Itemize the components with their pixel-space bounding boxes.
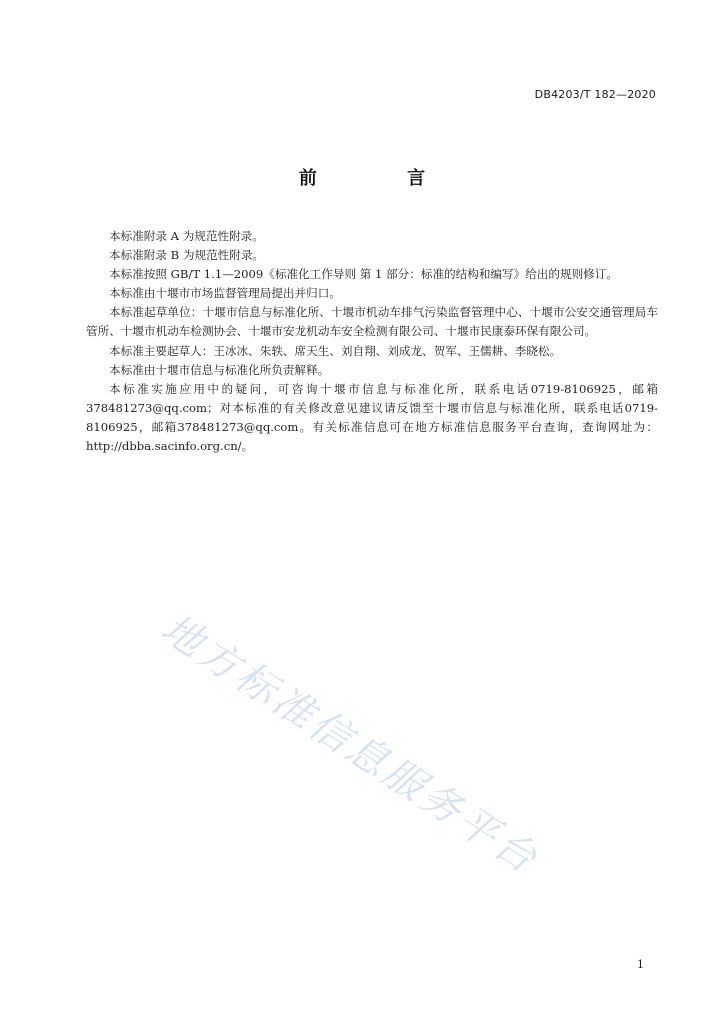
- paragraph-appendix-b: 本标准附录 B 为规范性附录。: [109, 248, 265, 263]
- paragraph-drafting-units: 本标准起草单位：十堰市信息与标准化所、十堰市机动车排气污染监督管理中心、十堰市公安交通管理局车管所、十堰市机动车检测协会、十堰市安龙机动车安全检测有限公司、十堰市民康泰环保有限公司。: [86, 305, 658, 339]
- paragraph-contact: 本标准实施应用中的疑问，可咨询十堰市信息与标准化所，联系电话0719-8106925，邮箱378481273@qq.com；对本标准的有关修改意见建议请反馈至十堰市信息与标准化所，联系电话0719-8106925，邮箱378481273@qq.com。有关标准信息可在地方标准信息服务平台查询，查询网址为：http://dbba.sacinfo.org.cn/。: [86, 381, 658, 454]
- paragraph-drafting-rules: 本标准按照 GB/T 1.1—2009《标准化工作导则 第 1 部分：标准的结构和编写》给出的规则修订。: [109, 267, 618, 282]
- paragraph-proposer: 本标准由十堰市市场监督管理局提出并归口。: [109, 286, 341, 301]
- watermark: 地方标准信息服务平台: [153, 605, 548, 884]
- paragraph-drafters: 本标准主要起草人：王冰冰、朱轶、席天生、刘自翔、刘成龙、贺军、王儒耕、李晓松。: [109, 343, 562, 358]
- foreword-body: [86, 227, 658, 456]
- page-number: 1: [637, 958, 644, 971]
- header-rule: [86, 106, 656, 107]
- standard-code: DB4203/T 182—2020: [534, 88, 656, 101]
- paragraph-interpretation: 本标准由十堰市信息与标准化所负责解释。: [109, 362, 330, 377]
- paragraph-appendix-a: 本标准附录 A 为规范性附录。: [109, 229, 264, 243]
- page-title: 前 言: [298, 168, 468, 189]
